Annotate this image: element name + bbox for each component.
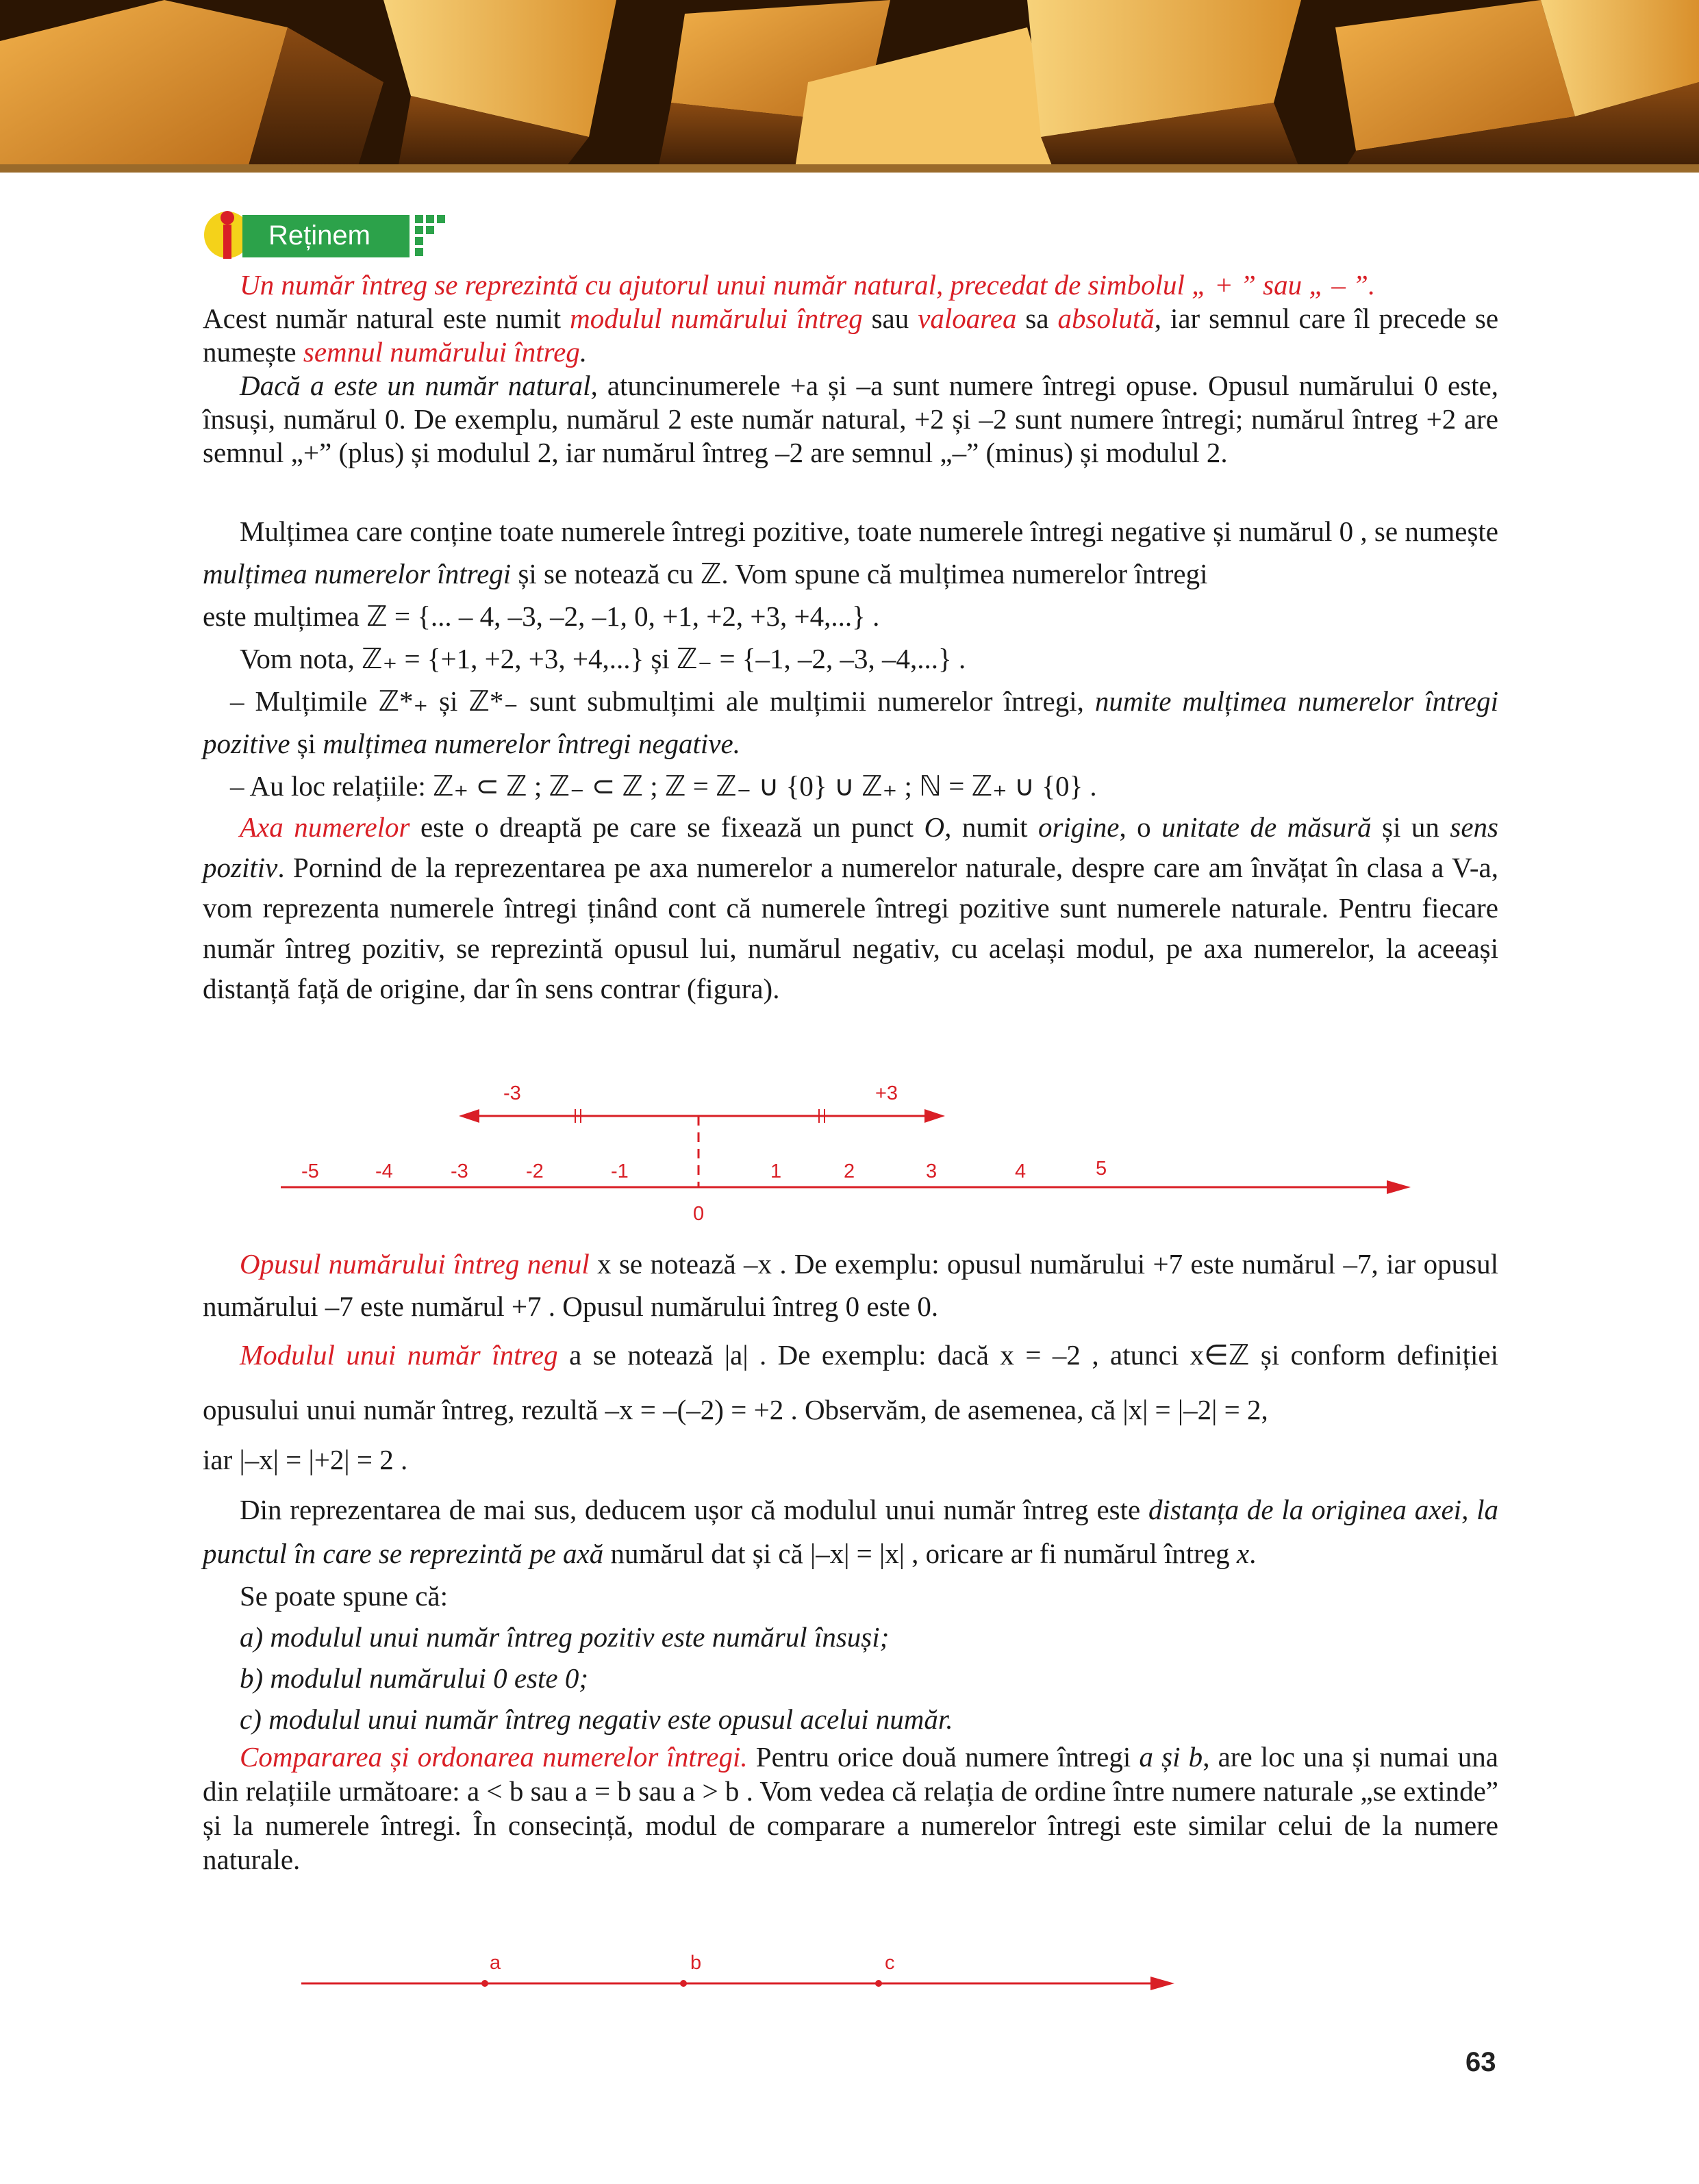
intro-section <box>203 268 1498 470</box>
tick-label: -3 <box>451 1160 468 1182</box>
conclusion-b: b) modulul numărului 0 este 0; <box>240 1662 589 1694</box>
point-label-b: b <box>690 1952 702 1974</box>
opposite-label-neg: -3 <box>503 1082 521 1104</box>
term-opposite: Opusul numărului întreg nenul <box>240 1248 590 1280</box>
relations-formula: – Au loc relațiile: ℤ₊ ⊂ ℤ ; ℤ₋ ⊂ ℤ ; ℤ = ℤ₋ ∪ {0} ∪ ℤ₊ ; ℕ = ℤ₊ ∪ {0} . <box>230 770 1097 802</box>
subsets-formula: Vom nota, ℤ₊ = {+1, +2, +3, +4,...} și ℤ₋ = {–1, –2, –3, –4,...} . <box>240 643 966 674</box>
tick-label: -1 <box>611 1160 629 1182</box>
paragraph-opposites <box>203 369 1498 470</box>
axis-arrow-icon <box>1387 1180 1411 1194</box>
retinem-badge <box>203 205 477 268</box>
text: a se notează |a| . De exemplu: dacă x = –2 , atunci x∈ℤ și conform definiției opusului unui număr întreg, rezultă –x = –(–2) = +2 . Observăm, de asemenea, că |x| = |–2| = 2, <box>203 1339 1498 1425</box>
badge-label: Reținem <box>268 220 370 251</box>
term-absolute: absolută <box>1057 303 1155 334</box>
text: x <box>1236 1538 1250 1569</box>
text: și <box>290 728 323 759</box>
tick-label: 2 <box>844 1160 855 1182</box>
term-value: valoarea <box>918 303 1017 334</box>
opposite-label-pos: +3 <box>875 1082 898 1104</box>
text: și se notează cu ℤ. Vom spune că mulțimea numerelor întregi <box>511 558 1208 589</box>
paragraph-set <box>203 510 1498 595</box>
text: a și b <box>1139 1741 1203 1773</box>
text: Mulțimea care conține toate numerele întregi pozitive, toate numerele întregi negative și numărul 0 , se numește <box>240 516 1498 547</box>
paragraph-modulus-def <box>203 1328 1498 1437</box>
term-direction: sens pozitiv <box>203 811 1499 883</box>
text: Acest număr natural este numit <box>203 303 570 334</box>
text: este o dreaptă pe care se fixează un punct <box>410 811 924 843</box>
text: atuncinumerele +a și –a sunt numere întregi opuse. Opusul numărului 0 este, însuși, numărul 0. De exemplu, numărul 2 este număr natural, +2 și –2 sunt numere întregi; numărul întreg +2 are semnul „+” (plus) și modulul 2, iar numărul întreg –2 are semnul „–” (minus) și modulul 2. <box>203 370 1498 468</box>
opposite-modulus-section <box>203 1243 1498 1877</box>
text: Pentru orice două numere întregi <box>747 1741 1140 1773</box>
text: sau <box>862 303 918 334</box>
comparison-axis-figure <box>294 1944 1185 2013</box>
term-distance: distanța de la originea axei, la punctul în care se reprezintă pe axă <box>203 1494 1498 1569</box>
text: . Pornind de la reprezentarea pe axa numerelor a numerelor naturale, despre care am învățat în clasa a V-a, vom reprezenta numerele întregi ținând cont că numerele întregi pozitive sunt numerele naturale. Pentru fiecare număr întreg pozitiv, se reprezintă opusul lui, numărul negativ, cu același modul, pe axa numerelor, la aceeași distanță față de origine, dar în sens contrar (figura). <box>203 852 1498 1004</box>
text: Din reprezentarea de mai sus, deducem ușor că modulul unui număr întreg este <box>240 1494 1148 1525</box>
paragraph-opposite <box>203 1243 1498 1328</box>
point-label-c: c <box>885 1952 895 1974</box>
tick-label: -4 <box>375 1160 393 1182</box>
conclusion-a: a) modulul unui număr întreg pozitiv este numărul însuși; <box>240 1621 890 1653</box>
conclusion-c: c) modulul unui număr întreg negativ este opusul acelui număr. <box>240 1703 953 1735</box>
text: O, <box>924 811 952 843</box>
tick-label: 4 <box>1015 1160 1027 1182</box>
text: sa <box>1016 303 1058 334</box>
paragraph-definition <box>203 268 1498 302</box>
modulus-example: iar |–x| = |+2| = 2 . <box>203 1444 408 1475</box>
tick-label-origin: 0 <box>693 1203 705 1225</box>
tick-label: 1 <box>770 1160 782 1182</box>
paragraph-comparison <box>203 1740 1498 1877</box>
text: , iar semnul care îl precede se numește <box>203 303 1499 368</box>
tick-label: 5 <box>1096 1158 1107 1180</box>
text: . <box>579 336 588 368</box>
header-banner-image <box>0 0 1699 173</box>
page-number: 63 <box>1465 2047 1496 2077</box>
arrow-right-icon <box>924 1109 945 1123</box>
set-definition-section <box>203 510 1498 1009</box>
paragraph-axis <box>203 807 1498 1009</box>
set-formula: este mulțimea ℤ = {... – 4, –3, –2, –1, 0, +1, +2, +3, +4,...} . <box>203 600 880 632</box>
text: numărul dat și că |–x| = |x| , oricare ar fi numărul întreg <box>603 1538 1237 1569</box>
term-comparison: Compararea și ordonarea numerelor întregi. <box>240 1741 748 1773</box>
text: numit <box>951 811 1039 843</box>
number-axis-figure <box>274 1075 1424 1232</box>
point-b <box>680 1980 687 1987</box>
term-modulus-def: Modulul unui număr întreg <box>240 1339 558 1371</box>
conclusion-intro: Se poate spune că: <box>240 1580 448 1612</box>
term-set: mulțimea numerelor întregi <box>203 558 512 589</box>
definition-red-text: Un număr întreg se reprezintă cu ajutorul unui număr natural, precedat de simbolul „ + ” sau „ – ”. <box>240 269 1376 301</box>
term-modulus: modulul numărului întreg <box>570 303 863 334</box>
arrow-left-icon <box>459 1109 479 1123</box>
tick-label: -2 <box>526 1160 544 1182</box>
term-origin: origine <box>1038 811 1120 843</box>
paragraph-distance <box>203 1488 1498 1575</box>
term-sign: semnul numărului întreg <box>303 336 580 368</box>
term-negative-integers: mulțimea numerelor întregi negative. <box>323 728 740 759</box>
axis-ticks <box>301 1158 1107 1225</box>
term-axis: Axa numerelor <box>240 811 410 843</box>
text: . <box>1249 1538 1257 1569</box>
text: , o <box>1119 811 1162 843</box>
point-a <box>481 1980 488 1987</box>
term-unit: unitate de măsură <box>1161 811 1372 843</box>
text: x se notează –x . De exemplu: opusul numărului +7 este numărul –7, iar opusul numărului –7 este numărul +7 . Opusul numărului întreg 0 este 0. <box>203 1248 1498 1322</box>
text: – Mulțimile ℤ*₊ și ℤ*₋ sunt submulțimi ale mulțimii numerelor întregi, <box>230 685 1095 717</box>
paragraph-modulus <box>203 302 1498 369</box>
tick-label: -5 <box>301 1160 319 1182</box>
tick-label: 3 <box>926 1160 937 1182</box>
text: Dacă a este un număr natural, <box>240 370 598 401</box>
term-positive-integers: numite mulțimea numerelor întregi pozitive <box>203 685 1498 759</box>
point-c <box>875 1980 882 1987</box>
point-label-a: a <box>490 1952 501 1974</box>
text: , are loc una și numai una din relațiile următoare: a < b sau a = b sau a > b . Vom vedea că relația de ordine între numere naturale „se extinde” și la numerele întregi. În consecință, modul de comparare a numerelor întregi este similar celui de la numere naturale. <box>203 1741 1498 1875</box>
text: și un <box>1371 811 1450 843</box>
axis-arrow-icon <box>1150 1977 1174 1990</box>
paragraph-subsets <box>203 680 1498 765</box>
